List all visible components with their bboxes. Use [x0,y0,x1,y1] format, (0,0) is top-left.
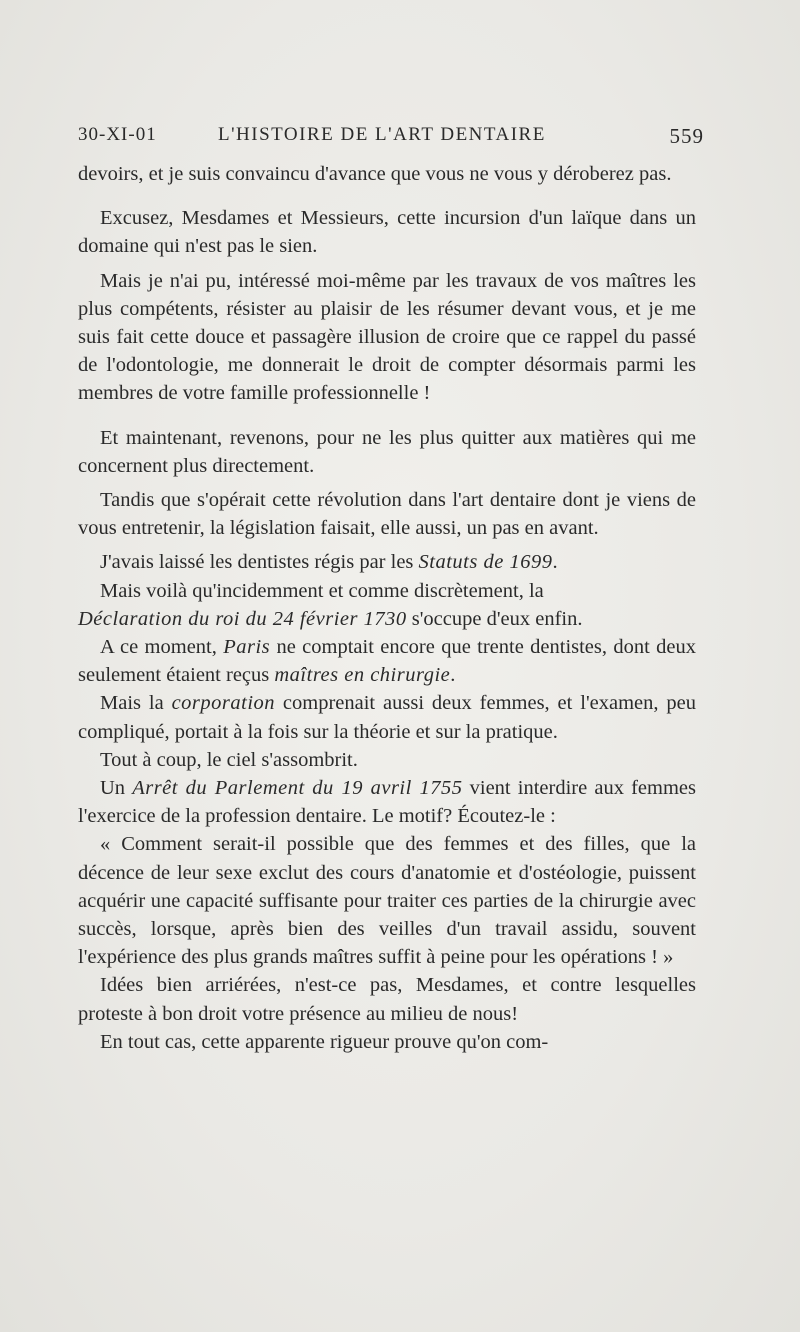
paragraph: Mais je n'ai pu, intéressé moi-même par les travaux de vos maîtres les plus compétents, résister au plaisir de les résumer devant vous, et je me suis fait cette douce et passagère illusion de croire que ce rappel du passé de l'odontologie, me donnerait le droit de compter désormais parmi les membres de votre famille professionnelle ! [78,269,696,405]
paragraph: Idées bien arriérées, n'est-ce pas, Mesdames, et contre lesquelles proteste à bon droit votre présence au milieu de nous! [78,974,696,1025]
paragraph: En tout cas, cette apparente rigueur prouve qu'on com- [100,1030,549,1053]
paragraph: Déclaration du roi du 24 février 1730 s'occupe d'eux enfin. [78,607,583,630]
paragraph: Un Arrêt du Parlement du 19 avril 1755 vient interdire aux femmes l'exercice de la profession dentaire. Le motif? Écoutez-le : [78,777,696,828]
paragraph: Mais la corporation comprenait aussi deux femmes, et l'examen, peu compliqué, portait à la fois sur la théorie et sur la pratique. [78,692,696,743]
paragraph: Excusez, Mesdames et Messieurs, cette incursion d'un laïque dans un domaine qui n'est pas le sien. [78,207,696,258]
paragraph: A ce moment, Paris ne comptait encore que trente dentistes, dont deux seulement étaient reçus maîtres en chirurgie. [78,636,696,687]
paragraph: Et maintenant, revenons, pour ne les plus quitter aux matières qui me concernent plus directement. [78,426,696,477]
page-number: 559 [669,124,704,148]
italic-term: corporation [171,692,276,715]
italic-title: maîtres en chirurgie [274,664,451,687]
paragraph: Tout à coup, le ciel s'assombrit. [100,748,358,771]
page-body [78,160,696,1056]
italic-place: Paris [223,636,271,659]
paragraph-quote: « Comment serait-il possible que des femmes et des filles, que la décence de leur sexe exclut des cours d'anatomie et d'ostéologie, puissent acquérir une capacité suffisante pour traiter ces parties de la chirurgie avec succès, lorsque, après bien des veilles d'un travail assidu, souvent l'expérience des plus grands maîtres suffit à peine pour les opérations ! » [78,833,696,969]
header-title: L'HISTOIRE DE L'ART DENTAIRE [218,124,546,145]
header-date: 30-XI-01 [78,124,157,145]
paragraph: J'avais laissé les dentistes régis par les Statuts de 1699. [100,551,558,574]
paragraph: Tandis que s'opérait cette révolution dans l'art dentaire dont je viens de vous entretenir, la législation faisait, elle aussi, un pas en avant. [78,489,696,540]
paragraph: devoirs, et je suis convaincu d'avance que vous ne vous y déroberez pas. [78,163,672,185]
paragraph: Mais voilà qu'incidemment et comme discrètement, la [100,579,544,602]
italic-citation: Arrêt du Parlement du 19 avril 1755 [132,777,463,800]
running-header [78,124,704,154]
italic-citation: Déclaration du roi du 24 février 1730 [78,607,407,630]
italic-citation: Statuts de 1699 [418,551,553,574]
